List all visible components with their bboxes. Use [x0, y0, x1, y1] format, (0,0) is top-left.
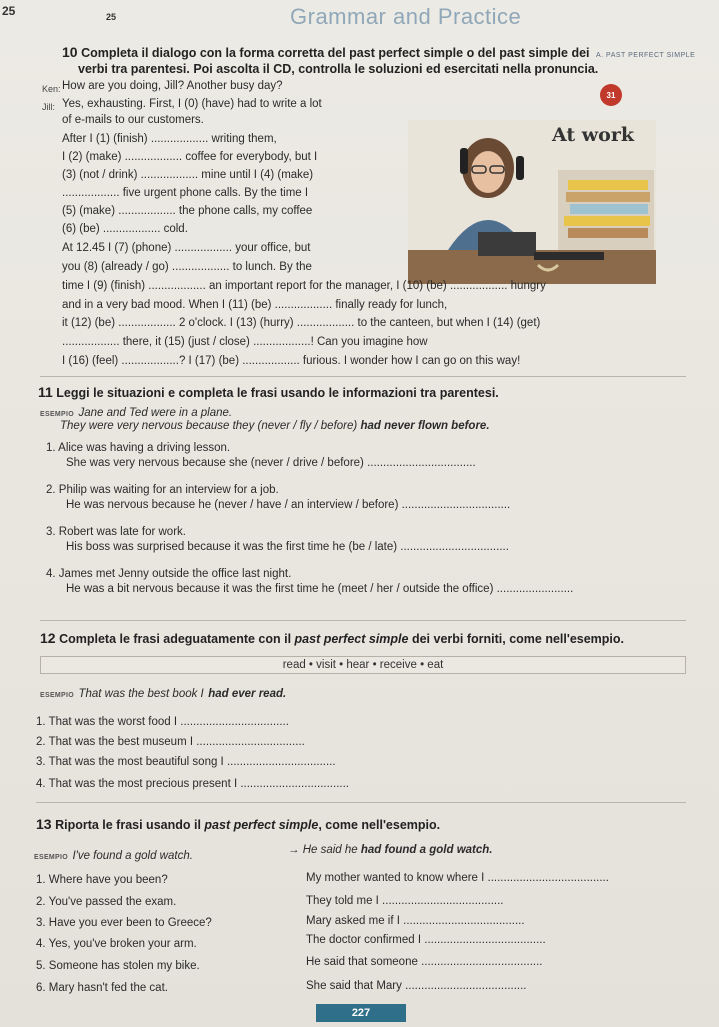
dialogue-line-0: How are you doing, Jill? Another busy day? [62, 80, 283, 92]
divider [40, 620, 686, 621]
ex11-item-1 [46, 442, 230, 454]
ex13-item-left-text: Where have you been? [48, 874, 168, 886]
ex13-instruction-suffix: , come nell'esempio. [318, 818, 441, 832]
ex11-example-row [40, 403, 232, 421]
office-worker-illustration [408, 120, 656, 284]
dialogue-line-9: At 12.45 I (7) (phone) .................. your office, but [62, 242, 311, 254]
ex13-item-number: 5. [36, 960, 46, 972]
ex11-item-situation: Robert was late for work. [58, 526, 186, 538]
dialogue-line-3: After I (1) (finish) .................. writing them, [62, 133, 277, 145]
ex11-item-2 [46, 484, 279, 496]
ex12-instruction-suffix: dei verbi forniti, come nell'esempio. [408, 632, 625, 646]
dialogue-line-4: I (2) (make) .................. coffee for everybody, but I [62, 151, 318, 163]
ex11-item-2-sentence: He was nervous because he (never / have / an interview / before) .................................. [66, 499, 511, 511]
ex11-item-number: 2. [46, 484, 56, 496]
ex12-item-number: 1. [36, 716, 46, 728]
dialogue-line-8: (6) (be) .................. cold. [62, 223, 188, 235]
ex12-heading [40, 630, 624, 646]
ex12-item-number: 3. [36, 756, 46, 768]
dialogue-line-1: Yes, exhausting. First, I (0) (have) had to write a lot [62, 98, 322, 110]
ex13-example-right-prefix: He said he [302, 844, 358, 856]
ex11-number: 11 [38, 384, 53, 400]
ex10-heading [62, 44, 590, 60]
page-number: 227 [316, 1004, 406, 1022]
ex11-item-3 [46, 526, 186, 538]
ex12-example-answer: had ever read. [208, 688, 287, 700]
audio-track-badge[interactable] [600, 84, 622, 106]
ex11-item-4-sentence: He was a bit nervous because it was the first time he (meet / her / outside the office) ........................ [66, 583, 574, 595]
ex13-item-left-text: Have you ever been to Greece? [48, 917, 212, 929]
ex13-item-2-left [36, 896, 176, 908]
dialogue-line-15: I (16) (feel) ..................? I (17) (be) .................. furious. I wonder how I can go on this way! [62, 355, 521, 367]
corner-page-number: 25 [2, 4, 16, 18]
ex13-item-4-left [36, 938, 197, 950]
divider [36, 802, 686, 803]
ex13-item-2-right: They told me I ...................................... [306, 895, 504, 907]
ex13-item-left-text: Yes, you've broken your arm. [48, 938, 197, 950]
ex13-item-left-text: Someone has stolen my bike. [48, 960, 200, 972]
speaker-ken: Ken: [42, 84, 61, 94]
ex13-item-number: 1. [36, 874, 46, 886]
esempio-label: ESEMPIO [40, 411, 74, 418]
ex10-instruction-line1: Completa il dialogo con la forma corretta del past perfect simple o del past simple dei [81, 46, 590, 60]
speaker-jill: Jill: [42, 102, 55, 112]
ex13-item-number: 6. [36, 982, 46, 994]
dialogue-line-12: and in a very bad mood. When I (11) (be) .................. finally ready for lunch, [62, 299, 448, 311]
ex12-item-4 [36, 778, 349, 790]
ex13-item-6-right: She said that Mary ...................................... [306, 980, 527, 992]
ex12-item-text: That was the best museum I .................................. [48, 736, 305, 748]
ex12-item-3 [36, 756, 336, 768]
ex12-item-1 [36, 716, 289, 728]
esempio-label: ESEMPIO [40, 692, 74, 699]
ex13-item-number: 3. [36, 917, 46, 929]
ex11-item-1-sentence: She was very nervous because she (never / drive / before) .................................. [66, 457, 476, 469]
dialogue-line-11: time I (9) (finish) .................. an important report for the manager, I (10) (be) .................. hungry [62, 280, 546, 292]
ex13-number: 13 [36, 816, 52, 832]
ex13-heading [36, 816, 440, 832]
ex13-item-1-left [36, 874, 168, 886]
ex13-item-5-right: He said that someone ...................................... [306, 956, 543, 968]
ex13-item-3-left [36, 917, 212, 929]
dialogue-line-5: (3) (not / drink) .................. mine until I (4) (make) [62, 169, 314, 181]
audio-track-number: 31 [606, 90, 616, 100]
ex11-example-answer: had never flown before. [360, 420, 490, 432]
ex13-item-1-right: My mother wanted to know where I ...................................... [306, 872, 609, 884]
ex12-item-text: That was the most beautiful song I .................................. [48, 756, 336, 768]
ex13-item-4-right: The doctor confirmed I ...................................... [306, 934, 546, 946]
ex13-item-6-left [36, 982, 168, 994]
dialogue-line-7: (5) (make) .................. the phone calls, my coffee [62, 205, 313, 217]
ex12-item-number: 2. [36, 736, 46, 748]
ex11-item-situation: Philip was waiting for an interview for a job. [58, 484, 279, 496]
ex11-heading [38, 384, 499, 400]
ex13-instruction-italic: past perfect simple [204, 818, 319, 832]
ex11-item-number: 4. [46, 568, 56, 580]
ex11-instruction: Leggi le situazioni e completa le frasi usando le informazioni tra parentesi. [56, 386, 499, 400]
ex10-number: 10 [62, 44, 78, 60]
ex13-item-left-text: Mary hasn't fed the cat. [48, 982, 168, 994]
ex13-item-left-text: You've passed the exam. [48, 896, 177, 908]
illustration-caption: At work [552, 124, 635, 146]
section-tag: A. PAST PERFECT SIMPLE [596, 52, 696, 59]
ex11-item-situation: Alice was having a driving lesson. [58, 442, 231, 454]
ex11-example-line2 [60, 420, 490, 432]
ex12-example-prefix: That was the best book I [78, 688, 204, 700]
ex12-example [40, 684, 286, 702]
dialogue-line-13: it (12) (be) .................. 2 o'clock. I (13) (hurry) .................. to the canteen, but when I (14) (get) [62, 317, 541, 329]
ex12-instruction-prefix: Completa le frasi adeguatamente con il [59, 632, 295, 646]
header-title: Grammar and Practice [290, 4, 522, 29]
ex13-item-number: 4. [36, 938, 46, 950]
corner-label: 25 [106, 12, 117, 22]
ex11-item-number: 3. [46, 526, 56, 538]
arrow-right-icon: → [288, 844, 300, 856]
ex12-number: 12 [40, 630, 56, 646]
ex13-example-left-text: I've found a gold watch. [72, 850, 193, 862]
ex11-example-prefix: They were very nervous because they (never / fly / before) [60, 420, 358, 432]
ex13-example-right-answer: had found a gold watch. [360, 844, 493, 856]
ex13-item-number: 2. [36, 896, 46, 908]
ex12-item-2 [36, 736, 305, 748]
ex11-item-number: 1. [46, 442, 56, 454]
ex13-item-3-right: Mary asked me if I ...................................... [306, 915, 525, 927]
dialogue-line-10: you (8) (already / go) .................. to lunch. By the [62, 261, 312, 273]
ex12-item-number: 4. [36, 778, 46, 790]
ex13-example-left [34, 846, 193, 864]
ex11-item-4 [46, 568, 291, 580]
ex11-example-line1: Jane and Ted were in a plane. [78, 407, 233, 419]
dialogue-line-2: of e-mails to our customers. [62, 114, 204, 126]
word-box: read • visit • hear • receive • eat [40, 656, 686, 674]
divider [40, 376, 686, 377]
ex12-item-text: That was the worst food I .................................. [48, 716, 289, 728]
ex12-instruction-italic: past perfect simple [294, 632, 409, 646]
ex11-item-3-sentence: His boss was surprised because it was the first time he (be / late) .................................. [66, 541, 509, 553]
dialogue-line-14: .................. there, it (15) (just / close) ..................! Can you imagine how [62, 336, 428, 348]
ex13-instruction-prefix: Riporta le frasi usando il [55, 818, 205, 832]
ex11-item-situation: James met Jenny outside the office last night. [58, 568, 292, 580]
ex13-item-5-left [36, 960, 200, 972]
ex12-item-text: That was the most precious present I .................................. [48, 778, 349, 790]
dialogue-line-6: .................. five urgent phone calls. By the time I [62, 187, 309, 199]
ex13-example-right [288, 844, 493, 856]
ex10-instruction-line2: verbi tra parentesi. Poi ascolta il CD, controlla le soluzioni ed esercitati nella pronuncia. [78, 62, 599, 76]
esempio-label: ESEMPIO [34, 854, 68, 861]
